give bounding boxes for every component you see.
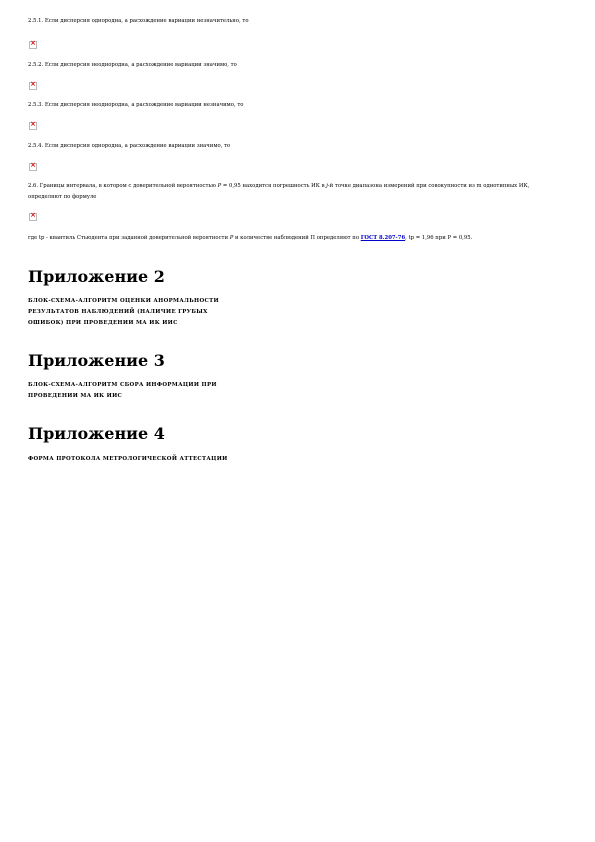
gost-link[interactable]: ГОСТ 8.207-76 <box>360 235 406 241</box>
appendix-4-title: Приложение 4 <box>28 424 165 443</box>
appendix-4-line-1: ФОРМА ПРОТОКОЛА МЕТРОЛОГИЧЕСКОЙ АТТЕСТАЦИИ <box>28 456 228 462</box>
appendix-2-line-3: ОШИБОК) ПРИ ПРОВЕДЕНИИ МА ИК ИИС <box>28 320 178 326</box>
paragraph-2-6: 2.6. Границы интервала, в котором с доверительной вероятностью P = 0,95 находится погрешность ИК в j-й точке диапазона измерений при совокупности из m однотипных ИК, определяют по формуле <box>28 183 530 200</box>
appendix-2-title: Приложение 2 <box>28 267 165 286</box>
paragraph-2-5-3: 2.5.3. Если дисперсия неоднородна, а расхождение вариации незначимо, то <box>28 102 244 108</box>
appendix-3-title: Приложение 3 <box>28 351 165 370</box>
broken-image-icon <box>29 213 37 221</box>
paragraph-2-5-2: 2.5.2. Если дисперсия неоднородна, а расхождение вариации значимо, то <box>28 62 237 68</box>
paragraph-2-5-4: 2.5.4. Если дисперсия однородна, а расхождение вариации значимо, то <box>28 143 231 149</box>
appendix-3-line-1: БЛОК-СХЕМА-АЛГОРИТМ СБОРА ИНФОРМАЦИИ ПРИ <box>28 382 217 388</box>
paragraph-where: где tр - квантиль Стьюдента при заданной доверительной вероятности P и количестве наблюдений П определяют по ГОСТ 8.207-76, tр = 1,96 при P = 0,95. <box>28 235 473 241</box>
broken-image-icon <box>29 163 37 171</box>
broken-image-icon <box>29 41 37 49</box>
appendix-2-line-2: РЕЗУЛЬТАТОВ НАБЛЮДЕНИЙ (НАЛИЧИЕ ГРУБЫХ <box>28 309 208 315</box>
broken-image-icon <box>29 122 37 130</box>
appendix-2-line-1: БЛОК-СХЕМА-АЛГОРИТМ ОЦЕНКИ АНОРМАЛЬНОСТИ <box>28 298 219 304</box>
paragraph-2-5-1: 2.5.1. Если дисперсия однородна, а расхождение вариации незначительно, то <box>28 18 249 24</box>
broken-image-icon <box>29 82 37 90</box>
appendix-3-line-2: ПРОВЕДЕНИИ МА ИК ИИС <box>28 393 123 399</box>
